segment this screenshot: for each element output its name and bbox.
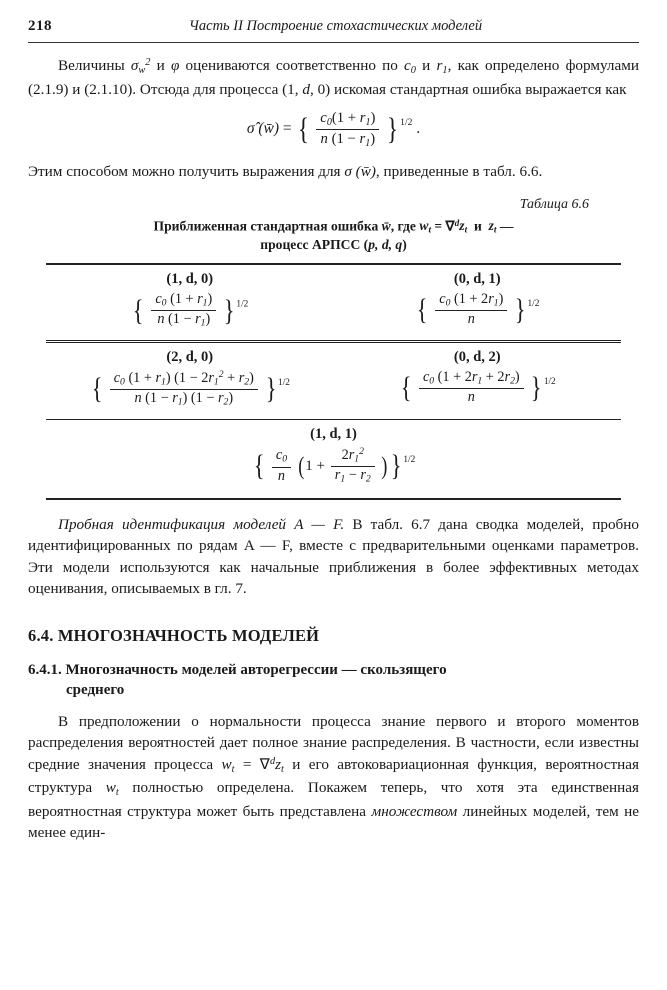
subsection-number: 6.4.1. [28, 662, 62, 679]
page-header [28, 18, 639, 35]
section-heading-6-4 [28, 626, 639, 646]
section-number: 6.4. [28, 626, 54, 646]
paragraph-3-rest: В табл. 6.7 дана сводка моделей, пробно идентифицированных по рядам A — F, вместе с предварительными оценками параметров. Эти модели используются как начальные приближения в более эффективных методах оценивания, описываемых в гл. 7. [28, 515, 639, 598]
cell-0-d-1 [334, 265, 622, 340]
cell-label: (2, d, 0) [166, 348, 214, 365]
page-content [28, 55, 639, 848]
page-number: 218 [28, 18, 52, 34]
cell-2-d-0 [46, 343, 334, 419]
table-title: Приближенная стандартная ошибка w̄, где $w_t = \nabla^dz_t$ и $z_t$ — процесс АРПСС (p, d, q) [153, 217, 514, 253]
cell-1-d-1 [46, 420, 621, 498]
stderr-table [46, 263, 621, 500]
section-title: МНОГОЗНАЧНОСТЬ МОДЕЛЕЙ [57, 626, 320, 646]
cell-0-d-2 [334, 343, 622, 419]
cell-label: (0, d, 1) [453, 270, 501, 287]
cell-label: (1, d, 0) [166, 270, 214, 287]
subsection-heading-6-4-1 [28, 660, 639, 701]
cell-formula: { $\frac{c_0 (1 + 2r_1)}{n}$ } $^{1/2}$ [416, 290, 540, 328]
paragraph-3-lead: Пробная идентификация моделей A — F. [58, 515, 345, 533]
cell-formula: { $\frac{c_0 (1 + r_1) (1 - 2r_1^2 + r_2)}{n (1 - r_1) (1 - r_2)}$ } $^{1/2}$ [91, 368, 290, 408]
header-rule [28, 42, 639, 43]
subsection-title-cont: среднего [66, 682, 125, 699]
paragraph-3 [28, 514, 639, 600]
cell-label: (1, d, 1) [310, 425, 357, 442]
table-row [46, 343, 621, 419]
table-caption: Таблица 6.6 [519, 196, 589, 212]
table-row [46, 265, 621, 340]
cell-formula: { $\frac{c_0}{n}$ (1 + $\frac{2r_1^2}{r_1 - r_2}$ )} $^{1/2}$ [253, 445, 416, 485]
display-formula-sigma: σ̂ (w̄) = { $\frac{c_0(1 + r_1)}{n (1 - r_1)}$ } $^{1/2}$ . [246, 110, 421, 149]
cell-label: (0, d, 2) [453, 348, 501, 365]
cell-1-d-0 [46, 265, 334, 340]
cell-formula: { $\frac{c_0 (1 + r_1)}{n (1 - r_1)}$ } $^{1/2}$ [132, 290, 249, 329]
cell-formula: { $\frac{c_0 (1 + 2r_1 + 2r_2)}{n}$ } $^{1/2}$ [400, 368, 556, 406]
paragraph-4: В предположении о нормальности процесса знание первого и второго моментов распределения вероятностей дает полное знание распределения. В частности, если известны средние значения процесса $w_t = \nabla^dz_t$ и его автоковариационная функция, вероятностная структура $w_t$ полностью определена. Покажем теперь, что хотя эта единственная вероятностная структура может быть представлена множеством линейных моделей, тем не менее един- [28, 712, 640, 842]
paragraph-1: Величины $\sigma_w^2$ и φ оцениваются соответственно по $c_0$ и $r_1$, как определено формулами (2.1.9) и (2.1.10). Отсюда для процесса (1, d, 0) искомая стандартная ошибка выражается как [28, 56, 639, 98]
running-title: Часть II Построение стохастических моделей [188, 18, 483, 34]
subsection-title: Многозначность моделей авторегрессии — скользящего [65, 662, 447, 679]
paragraph-2: Этим способом можно получить выражения для σ (w̄), приведенные в табл. 6.6. [28, 163, 543, 181]
